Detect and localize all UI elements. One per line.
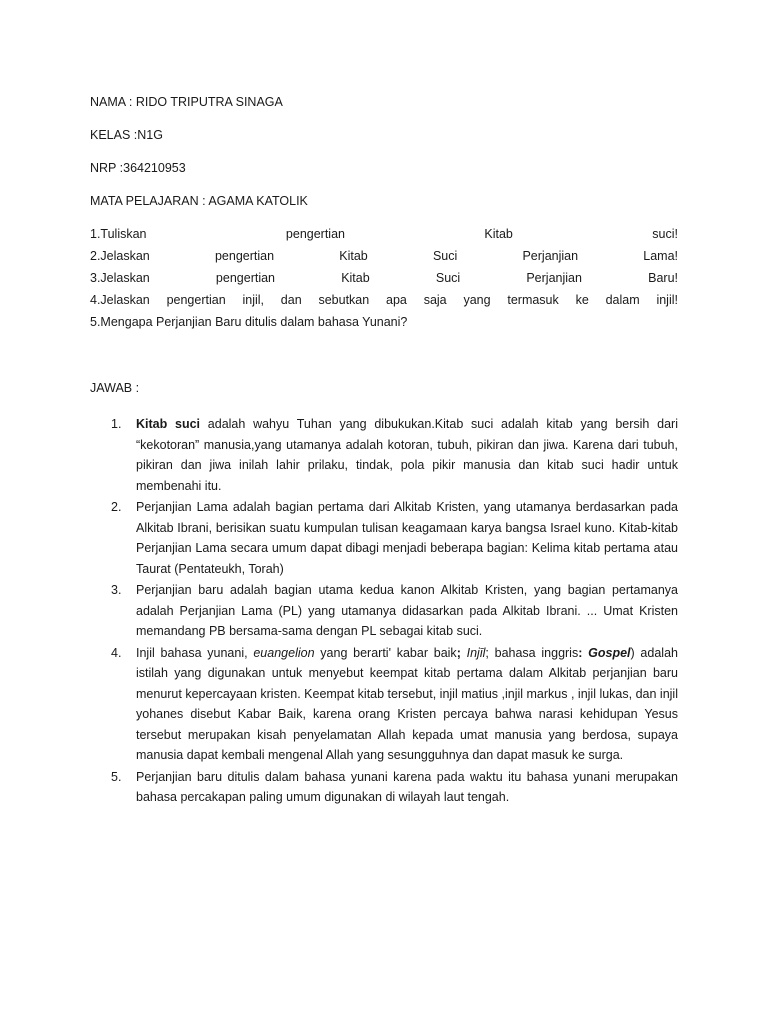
answer-4: [111, 643, 678, 766]
answer-list: [111, 414, 678, 809]
answer-5-text: Perjanjian baru ditulis dalam bahasa yunani karena pada waktu itu bahasa yunani merupakan bahasa percakapan paling umum digunakan di wilayah laut tengah.: [136, 769, 678, 804]
question-2: 2.Jelaskan pengertian Kitab Suci Perjanjian Lama!: [90, 249, 678, 263]
answer-1-text: adalah wahyu Tuhan yang dibukukan.Kitab suci adalah kitab yang bersih dari “kekotoran” manusia,yang utamanya adalah kotoran, tubuh, pikiran dan jiwa. Karena dari tubuh, pikiran dan jiwa inilah lahir prilaku, tindak, pola pikir manusia dan kitab suci hadir untuk membenahi itu.: [136, 417, 678, 493]
answer-4-text: ) adalah istilah yang digunakan untuk menyebut keempat kitab pertama dalam Alkitab perjanjian baru menurut kepercayaan kristen. Keempat kitab tersebut, injil matius ,injil markus , injil lukas, dan injil yohanes disebut Kabar Baik, karena orang Kristen percaya bahwa narasi kehidupan Yesus tersebut merupakan kisah penyelamatan Allah kepada umat manusia yang berdosa, supaya manusia dapat kembali mengenal Allah yang sesungguhnya dan dapat masuk ke surga.: [136, 645, 678, 762]
answer-1-term: Kitab suci: [136, 417, 201, 431]
student-class: KELAS :N1G: [90, 128, 163, 142]
answer-4-colon: :: [578, 645, 589, 660]
question-1: 1.Tuliskan pengertian Kitab suci!: [90, 227, 678, 241]
answer-number: 4.: [111, 645, 122, 660]
question-5: 5.Mengapa Perjanjian Baru ditulis dalam bahasa Yunani?: [90, 315, 408, 329]
answer-number: 5.: [111, 769, 122, 784]
answer-4-english-term: Gospel: [588, 645, 631, 660]
answer-3: [111, 580, 678, 642]
question-3: 3.Jelaskan pengertian Kitab Suci Perjanjian Baru!: [90, 271, 678, 285]
question-4: 4.Jelaskan pengertian injil, dan sebutkan apa saja yang termasuk ke dalam injil!: [90, 293, 678, 307]
answer-4-arabic-term: Injīl: [466, 645, 486, 660]
answer-2-text: Perjanjian Lama adalah bagian pertama dari Alkitab Kristen, yang utamanya berdasarkan pada Alkitab Ibrani, berisikan suatu kumpulan tulisan keagamaan karya bangsa Israel kuno. Kitab-kitab Perjanjian Lama secara umum dapat dibagi menjadi beberapa bagian: Kelima kitab pertama atau Taurat (Pentateukh, Torah): [136, 500, 678, 576]
student-name: NAMA : RIDO TRIPUTRA SINAGA: [90, 95, 283, 109]
answer-2: [111, 497, 678, 579]
answer-4-greek-term: euangelion: [253, 645, 315, 660]
answer-4-text: ; bahasa inggris: [485, 645, 579, 660]
answer-3-text: Perjanjian baru adalah bagian utama kedua kanon Alkitab Kristen, yang bagian pertamanya adalah Perjanjian Lama (PL) yang utamanya didasarkan pada Alkitab Ibrani. ... Umat Kristen memandang PB bersama-sama dengan PL sebagai kitab suci.: [136, 583, 678, 638]
subject: MATA PELAJARAN : AGAMA KATOLIK: [90, 194, 308, 208]
answer-1: [111, 414, 678, 496]
answer-number: 2.: [111, 500, 122, 514]
answer-4-text: yang berarti' kabar baik: [314, 645, 457, 660]
answer-5: [111, 767, 678, 808]
answer-number: 3.: [111, 583, 122, 597]
answer-4-separator: ;: [456, 645, 461, 660]
answer-heading: JAWAB :: [90, 381, 140, 395]
student-nrp: NRP :364210953: [90, 161, 186, 175]
answer-4-text: Injil bahasa yunani,: [136, 645, 254, 660]
answer-number: 1.: [111, 417, 122, 431]
